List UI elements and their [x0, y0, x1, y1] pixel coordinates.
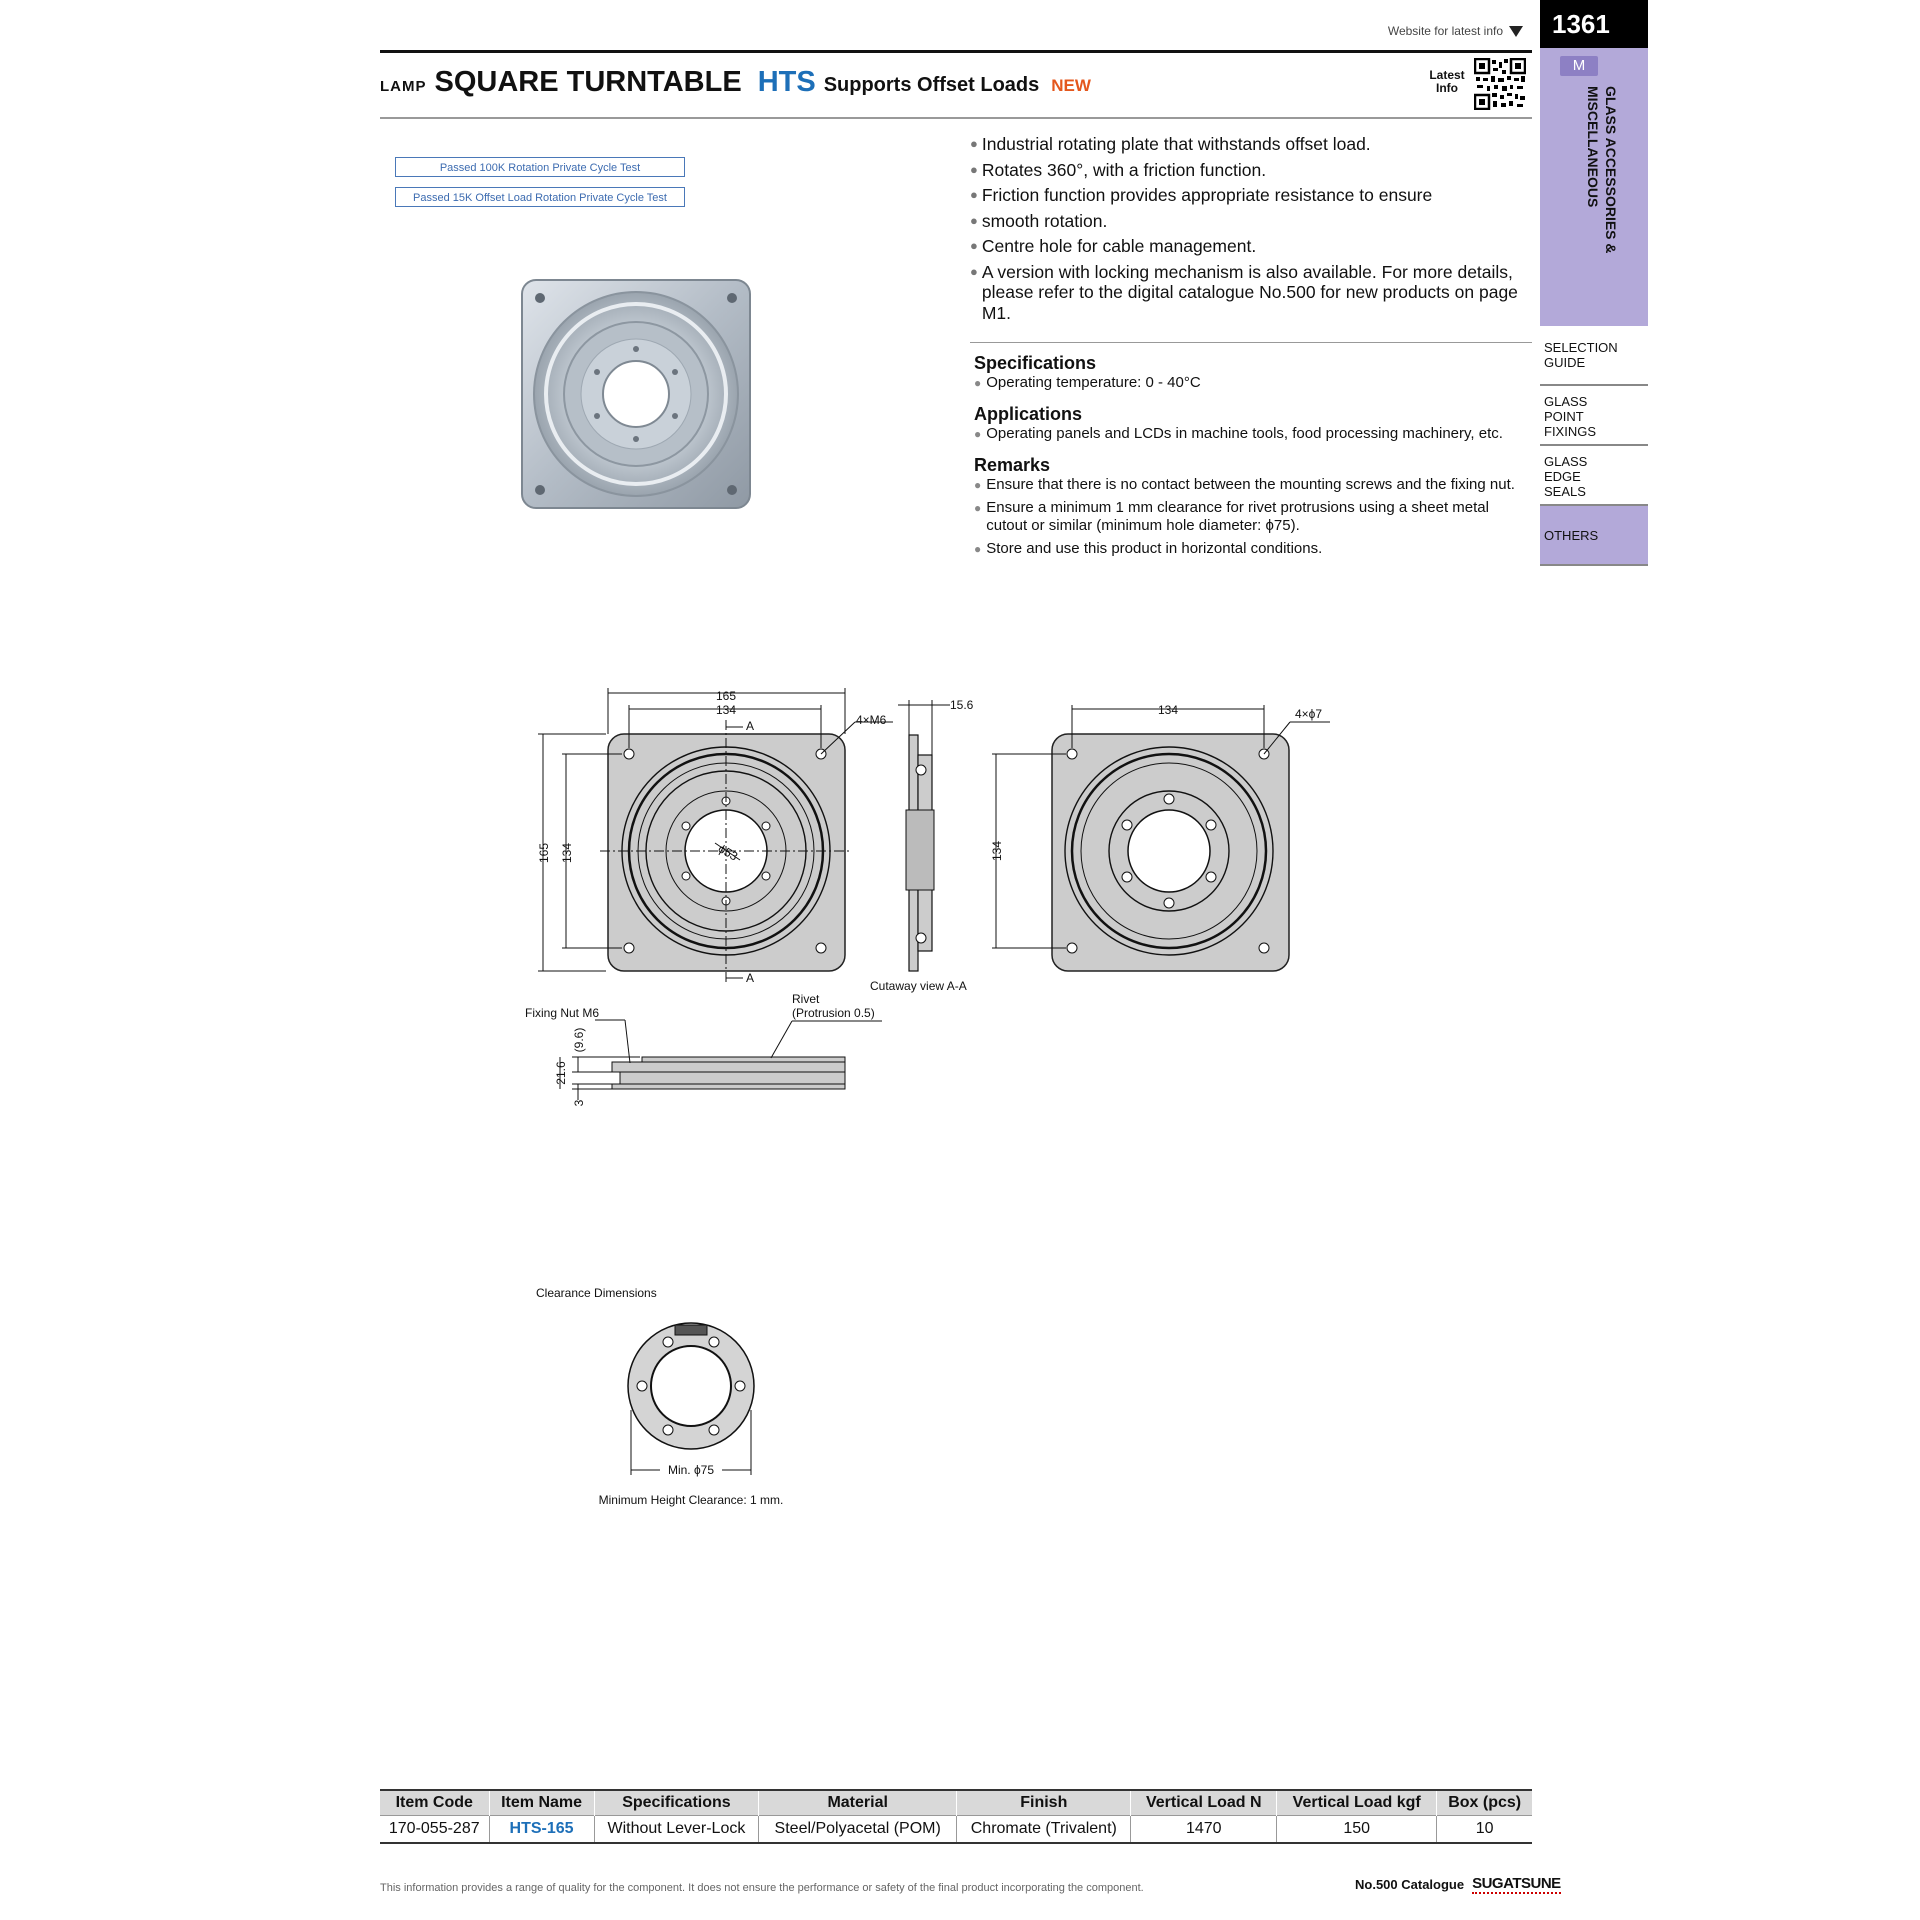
latest-info-line-1: Latest [1429, 68, 1465, 82]
vertical-load-kgf-cell: 150 [1277, 1816, 1437, 1844]
item-name-link[interactable]: HTS-165 [489, 1816, 594, 1844]
application-text: Operating panels and LCDs in machine tools, food processing machinery, etc. [986, 425, 1503, 442]
feature-text: Friction function provides appropriate resistance to ensure [981, 185, 1433, 205]
column-header: Box (pcs) [1437, 1790, 1532, 1816]
sidebar-item-label: GLASS [1544, 394, 1588, 409]
remark-text: Store and use this product in horizontal conditions. [986, 540, 1323, 557]
bullet-icon: ● [974, 501, 982, 515]
rivet-label: Rivet [792, 992, 820, 1006]
sidebar-item-label: SELECTION [1544, 340, 1618, 355]
dim-134-right-side: 134 [990, 840, 1004, 862]
bullet-icon: ● [974, 427, 982, 441]
finish-cell: Chromate (Trivalent) [957, 1816, 1131, 1844]
item-table [380, 1789, 1532, 1844]
feature-text: smooth rotation. [981, 210, 1108, 231]
sidebar-item-label: EDGE [1544, 469, 1581, 484]
page-number: 1361 [1540, 0, 1648, 48]
bullet-icon: ● [974, 542, 982, 556]
table-header-row [380, 1790, 1532, 1816]
sidebar-item-label: FIXINGS [1544, 424, 1597, 439]
dim-134-right-top: 134 [1157, 703, 1179, 717]
cutaway-view-label: Cutaway view A-A [870, 979, 967, 993]
material-cell: Steel/Polyacetal (POM) [759, 1816, 957, 1844]
section-title-line-2: MISCELLANEOUS [1585, 86, 1601, 208]
test-badge-offset-load: Passed 15K Offset Load Rotation Private Cycle Test [395, 187, 685, 207]
column-header: Item Code [380, 1790, 489, 1816]
feature-text: Rotates 360°, with a friction function. [981, 159, 1267, 180]
vertical-load-n-cell: 1470 [1131, 1816, 1277, 1844]
dim-4xm6: 4×M6 [856, 713, 887, 727]
section-label-top: A [746, 719, 755, 733]
column-header: Material [759, 1790, 957, 1816]
fixing-nut-label: Fixing Nut M6 [525, 1006, 600, 1020]
section-letter-badge: M [1560, 56, 1598, 76]
column-header: Finish [957, 1790, 1131, 1816]
feature-text: A version with locking mechanism is also available. For more details, please refer to the digital catalogue No.500 for new products on page M1. [981, 261, 1518, 323]
remarks-heading: Remarks [974, 455, 1051, 475]
column-header: Vertical Load kgf [1277, 1790, 1437, 1816]
sidebar-item-label: OTHERS [1544, 528, 1599, 543]
clearance-title: Clearance Dimensions [536, 1286, 657, 1300]
bullet-icon: ● [970, 212, 978, 228]
dim-21-6: 21.6 [554, 1061, 568, 1085]
feature-text: Centre hole for cable management. [981, 236, 1257, 256]
remark-text: Ensure that there is no contact between the mounting screws and the fixing nut. [986, 476, 1515, 493]
bullet-icon: ● [970, 161, 978, 177]
feature-text: Industrial rotating plate that withstands offset load. [981, 134, 1371, 154]
clearance-note: Minimum Height Clearance: 1 mm. [598, 1493, 784, 1507]
rivet-protrusion-label: (Protrusion 0.5) [792, 1006, 875, 1020]
product-subtitle: Supports Offset Loads [823, 74, 1040, 96]
product-series: HTS [757, 66, 816, 98]
sidebar-item-label: POINT [1544, 409, 1584, 424]
dim-15-6: 15.6 [950, 698, 974, 712]
latest-info-line-2: Info [1436, 81, 1458, 95]
bullet-icon: ● [970, 187, 978, 202]
website-link-label: Website for latest info [1387, 24, 1503, 38]
specifications-heading: Specifications [974, 353, 1097, 373]
sidebar-item-label: GUIDE [1544, 355, 1586, 370]
bullet-icon: ● [970, 136, 978, 151]
brand-logo: LAMP [380, 78, 427, 95]
remark-text: Ensure a minimum 1 mm clearance for rivet protrusions using a sheet metal cutout or similar (minimum hole diameter: ϕ75). [986, 499, 1489, 534]
dim-3: 3 [572, 1099, 586, 1107]
new-badge: NEW [1051, 76, 1091, 95]
test-badge-rotation: Passed 100K Rotation Private Cycle Test [395, 157, 685, 177]
column-header: Specifications [594, 1790, 759, 1816]
product-title: SQUARE TURNTABLE [434, 66, 742, 98]
sidebar-item-label: SEALS [1544, 484, 1586, 499]
item-code-cell: 170-055-287 [380, 1816, 489, 1844]
dim-9-6: (9.6) [572, 1027, 586, 1053]
disclaimer-text: This information provides a range of quality for the component. It does not ensure the performance or safety of the final product incorporating the component. [380, 1882, 1144, 1894]
sidebar-item-label: GLASS [1544, 454, 1588, 469]
bullet-icon: ● [974, 478, 982, 492]
dim-134-top: 134 [715, 703, 737, 717]
bullet-icon: ● [974, 376, 982, 390]
catalogue-footer [1355, 1875, 1561, 1894]
dim-4xphi7: 4×ϕ7 [1295, 707, 1323, 721]
bullet-icon: ● [970, 263, 978, 279]
dim-134-side: 134 [560, 842, 574, 864]
column-header: Vertical Load N [1131, 1790, 1277, 1816]
dim-165-side: 165 [537, 842, 551, 864]
specifications-cell: Without Lever-Lock [594, 1816, 759, 1844]
table-row [380, 1816, 1532, 1844]
applications-heading: Applications [974, 404, 1083, 424]
box-pcs-cell: 10 [1437, 1816, 1532, 1844]
clearance-min-phi: Min. ϕ75 [667, 1463, 715, 1477]
bullet-icon: ● [970, 238, 978, 253]
dim-phi53: ϕ53 [715, 841, 741, 864]
dim-165-top: 165 [715, 689, 737, 703]
catalogue-label: No.500 Catalogue [1355, 1877, 1465, 1892]
spec-text: Operating temperature: 0 - 40°C [986, 374, 1201, 391]
section-label-bottom: A [746, 971, 755, 985]
column-header: Item Name [489, 1790, 594, 1816]
sugatsune-logo: SUGATSUNE [1472, 1875, 1561, 1892]
section-title-line-1: GLASS ACCESSORIES & [1603, 86, 1619, 254]
